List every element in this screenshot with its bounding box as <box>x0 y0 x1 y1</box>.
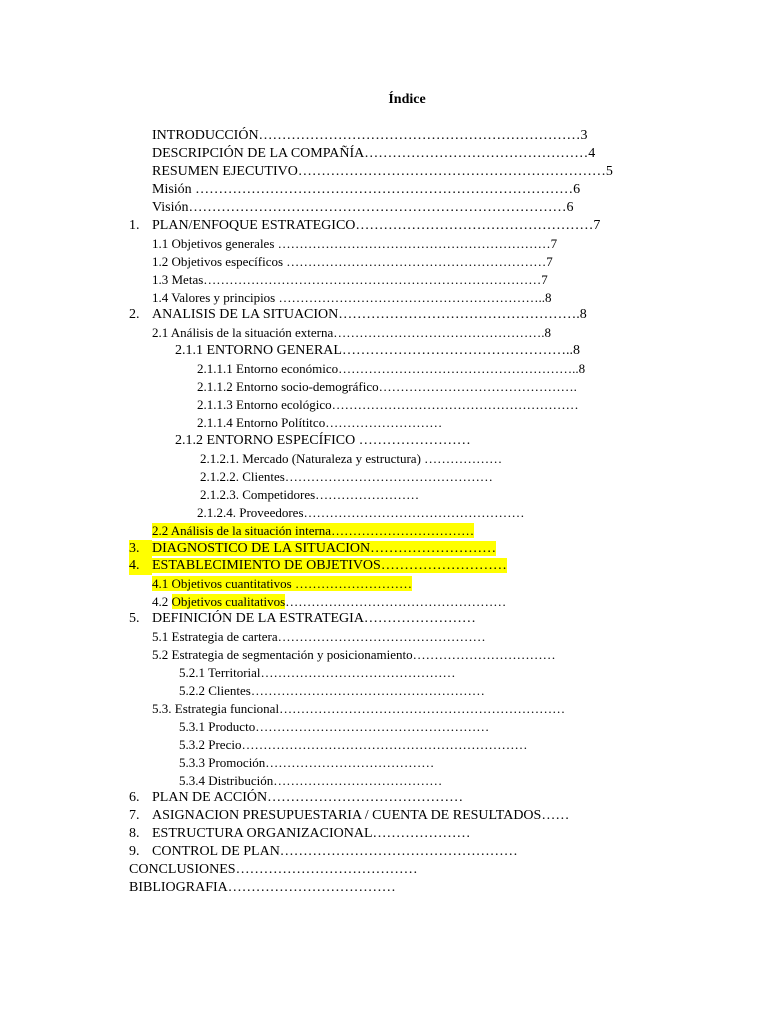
toc-entry <box>179 754 434 772</box>
toc-entry-text: BIBLIOGRAFIA……………………………… <box>129 880 396 895</box>
toc-entry <box>152 843 518 861</box>
toc-entry <box>197 504 525 522</box>
toc-entry <box>179 772 442 790</box>
toc-entry-text: 5.2 Estrategia de segmentación y posicionamiento…………………………… <box>152 647 556 662</box>
toc-entry <box>179 664 456 682</box>
toc-entry-text: 5.1 Estrategia de cartera………………………………………… <box>152 629 486 644</box>
toc-entry <box>152 199 574 217</box>
toc-entry <box>152 540 496 558</box>
toc-entry-text: ESTRUCTURA ORGANIZACIONAL………………… <box>152 826 471 841</box>
toc-entry <box>175 432 471 450</box>
toc-entry-text: DEFINICIÓN DE LA ESTRATEGIA…………………… <box>152 611 476 626</box>
toc-entry <box>152 557 507 575</box>
toc-entry <box>152 235 557 253</box>
toc-entry-text: CONTROL DE PLAN…………………………………………… <box>152 844 518 859</box>
toc-entry <box>200 450 502 468</box>
toc-entry <box>179 718 489 736</box>
toc-entry <box>152 271 548 289</box>
toc-entry <box>152 306 587 324</box>
toc-entry-text: ASIGNACION PRESUPUESTARIA / CUENTA DE RESULTADOS…… <box>152 808 570 823</box>
toc-entry <box>197 396 579 414</box>
toc-entry-text: 5.3.4 Distribución………………………………… <box>179 773 443 788</box>
toc-entry-text: 1.2 Objetivos específicos ……………………………………………………7 <box>152 254 553 269</box>
page-title: Índice <box>388 92 426 107</box>
toc-entry-text: 1.1 Objetivos generales ………………………………………………………7 <box>152 236 558 251</box>
toc-entry <box>152 593 506 611</box>
toc-entry <box>152 324 551 342</box>
toc-entry-text: 2.1.1.2 Entorno socio-demográfico………………………………………. <box>197 379 577 394</box>
toc-entry-text: RESUMEN EJECUTIVO…………………………………………………………5 <box>152 164 613 179</box>
toc-entry-number: 6. <box>129 790 140 805</box>
toc-entry <box>152 289 552 307</box>
toc-entry-text: ESTABLECIMIENTO DE OBJETIVOS……………………… <box>152 558 507 573</box>
toc-entry-leader: …………………………………………… <box>285 594 507 609</box>
toc-entry <box>152 575 412 593</box>
toc-entry-text: 2.1.1.1 Entorno económico………………………………………………..8 <box>197 361 586 376</box>
toc-entry <box>152 163 613 181</box>
toc-entry <box>152 807 569 825</box>
toc-entry-number: 2. <box>129 307 140 322</box>
toc-entry-text: INTRODUCCIÓN……………………………………………………………3 <box>152 128 588 143</box>
toc-entry-text: 2.1.1.4 Entorno Polítitco……………………… <box>197 415 443 430</box>
toc-entry <box>152 253 553 271</box>
toc-entry-number: 8. <box>129 826 140 841</box>
toc-entry-text: 5.2.1 Territorial……………………………………… <box>179 665 456 680</box>
toc-entry-number: 5. <box>129 611 140 626</box>
toc-entry-number: 1. <box>129 218 140 233</box>
toc-entry-text: 5.3.2 Precio………………………………………………………… <box>179 737 528 752</box>
toc-entry-text: 5.3.1 Producto……………………………………………… <box>179 719 490 734</box>
toc-entry-number: 4. <box>129 557 152 575</box>
toc-entry-text: 2.1.2.3. Competidores…………………… <box>200 487 420 502</box>
toc-entry-text: 2.1.1 ENTORNO GENERAL…………………………………………..8 <box>175 343 580 358</box>
toc-entry-text: Visión………………………………………………………………………6 <box>152 200 574 215</box>
toc-entry-prefix: 4.2 <box>152 594 172 609</box>
toc-entry-text: 2.1.2.4. Proveedores…………………………………………… <box>197 505 525 520</box>
toc-entry-text: DESCRIPCIÓN DE LA COMPAÑÍA…………………………………………4 <box>152 146 596 161</box>
toc-entry-number: 9. <box>129 844 140 859</box>
toc-entry-number: 3. <box>129 540 152 558</box>
toc-entry <box>129 879 396 897</box>
toc-entry <box>152 628 486 646</box>
toc-entry <box>197 378 577 396</box>
toc-entry <box>152 646 556 664</box>
toc-entry <box>152 825 471 843</box>
toc-entry-text: 2.1.1.3 Entorno ecológico………………………………………………… <box>197 397 579 412</box>
toc-entry-text: 2.1.2 ENTORNO ESPECÍFICO …………………… <box>175 433 471 448</box>
toc-entry-text: 2.2 Análisis de la situación interna…………………………… <box>152 523 475 538</box>
toc-entry <box>179 736 527 754</box>
toc-entry <box>152 145 595 163</box>
toc-entry-text: 5.2.2 Clientes……………………………………………… <box>179 683 485 698</box>
toc-entry <box>152 217 600 235</box>
toc-entry <box>129 861 418 879</box>
toc-entry-text: 5.3.3 Promoción………………………………… <box>179 755 435 770</box>
toc-entry <box>152 522 474 540</box>
toc-entry-text: 2.1 Análisis de la situación externa………………………………………….8 <box>152 325 551 340</box>
toc-entry-text: CONCLUSIONES………………………………… <box>129 862 418 877</box>
toc-entry <box>152 181 580 199</box>
toc-entry <box>197 360 585 378</box>
toc-entry-text: PLAN DE ACCIÓN…………………………………… <box>152 790 464 805</box>
toc-entry-text: PLAN/ENFOQUE ESTRATEGICO……………………………………………7 <box>152 218 601 233</box>
toc-entry-text: 1.4 Valores y principios ……………………………………………………..8 <box>152 290 552 305</box>
toc-entry-number: 7. <box>129 808 140 823</box>
toc-entry-text: DIAGNOSTICO DE LA SITUACION……………………… <box>152 541 497 556</box>
toc-entry <box>152 789 463 807</box>
toc-entry-text: 2.1.2.2. Clientes………………………………………… <box>200 469 493 484</box>
toc-entry-text: 5.3. Estrategia funcional………………………………………………………… <box>152 701 566 716</box>
toc-entry <box>197 414 442 432</box>
toc-entry-text: Misión ………………………………………………………………………6 <box>152 182 581 197</box>
toc-entry <box>200 468 493 486</box>
toc-entry-text: Objetivos cualitativos <box>171 594 286 609</box>
toc-entry <box>175 342 580 360</box>
toc-entry <box>152 127 588 145</box>
toc-entry <box>200 486 419 504</box>
toc-entry-text: 4.1 Objetivos cuantitativos ……………………… <box>152 576 412 591</box>
toc-entry <box>152 610 476 628</box>
toc-entry <box>152 700 565 718</box>
toc-entry-text: 1.3 Metas……………………………………………………………………7 <box>152 272 548 287</box>
toc-entry <box>179 682 485 700</box>
toc-entry-text: 2.1.2.1. Mercado (Naturaleza y estructura) ……………… <box>200 451 503 466</box>
toc-entry-text: ANALISIS DE LA SITUACION…………………………………………….8 <box>152 307 587 322</box>
